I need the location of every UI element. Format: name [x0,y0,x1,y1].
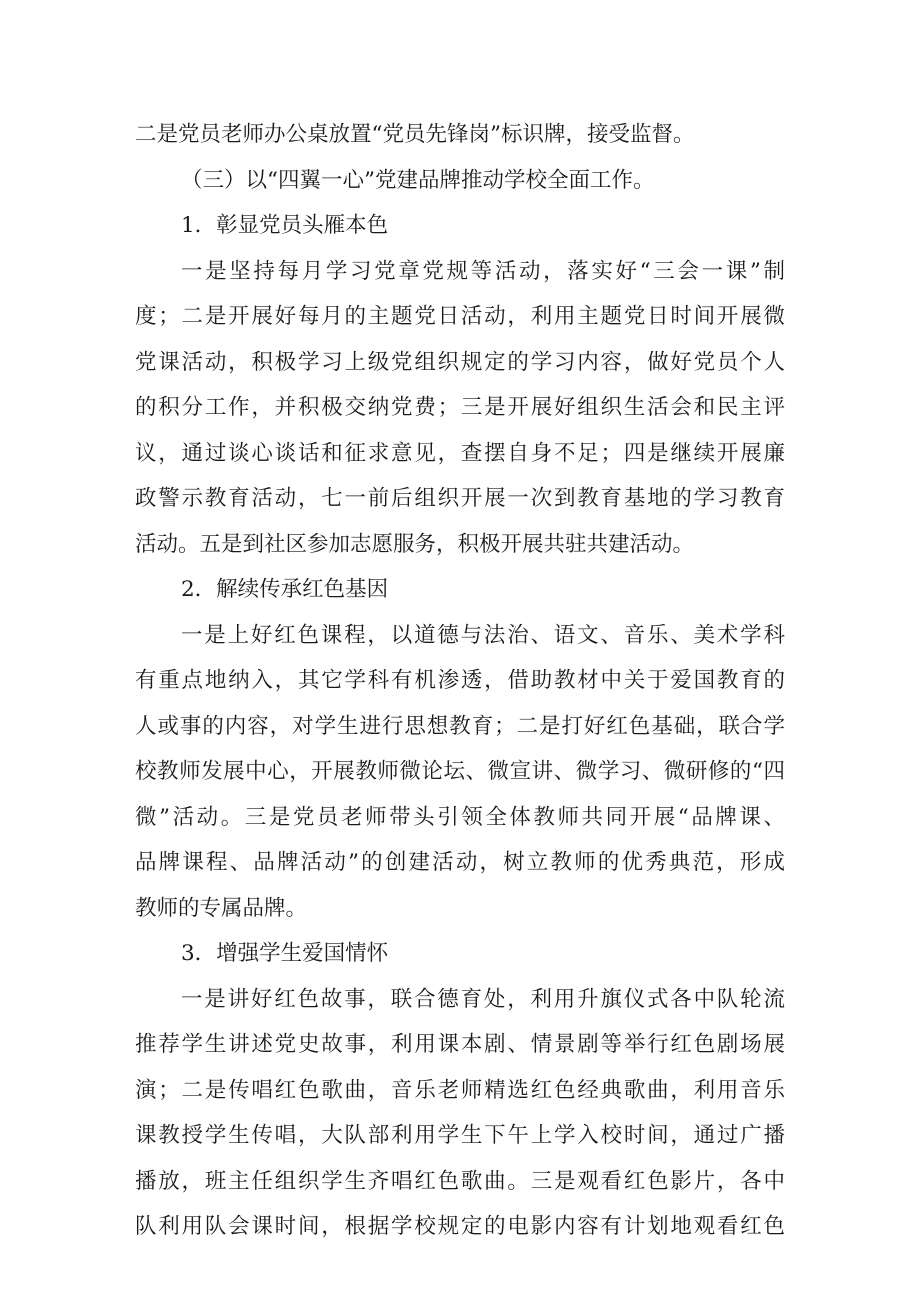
body-text-line: 微”活动。三是党员老师带头引领全体教师共同开展“品牌课、 [135,804,785,830]
body-text-line: 品牌课程、品牌活动”的创建活动，树立教师的优秀典范，形成 [135,850,785,875]
body-text-line: 活动。五是到社区参加志愿服务，积极开展共驻共建活动。 [135,531,695,557]
body-text-line: 校教师发展中心，开展教师微论坛、微宣讲、微学习、微研修的“四 [135,759,785,784]
section-heading: （三）以“四翼一心”党建品牌推动学校全面工作。 [181,167,655,193]
body-text-line: 有重点地纳入，其它学科有机渗透，借助教材中关于爱国教育的 [135,668,785,693]
sub-heading: 2．解续传承红色基因 [181,577,389,602]
body-text-line: 的积分工作，并积极交纳党费；三是开展好组织生活会和民主评 [135,395,785,420]
body-text-line: 课教授学生传唱，大队部利用学生下午上学入校时间，通过广播 [135,1123,785,1148]
body-text-line: 一是上好红色课程，以道德与法治、语文、音乐、美术学科 [181,622,785,648]
body-text-line: 队利用队会课时间，根据学校规定的电影内容有计划地观看红色 [135,1214,785,1239]
document-page [135,112,785,1250]
sub-heading: 3．增强学生爱国情怀 [181,941,389,966]
body-text-line: 度；二是开展好每月的主题党日活动，利用主题党日时间开展微 [135,304,785,329]
body-text-line: 二是党员老师办公桌放置“党员先锋岗”标识牌，接受监督。 [135,122,695,147]
body-text-line: 议，通过谈心谈话和征求意见，查摆自身不足；四是继续开展廉 [135,440,785,466]
body-text-line: 一是讲好红色故事，联合德育处，利用升旗仪式各中队轮流 [181,986,785,1012]
body-text-line: 播放，班主任组织学生齐唱红色歌曲。三是观看红色影片，各中 [135,1168,785,1194]
body-text-line: 教师的专属品牌。 [135,895,308,921]
body-text-line: 人或事的内容，对学生进行思想教育；二是打好红色基础，联合学 [135,713,785,739]
body-text-line: 政警示教育活动，七一前后组织开展一次到教育基地的学习教育 [135,486,785,511]
sub-heading: 1．彰显党员头雁本色 [181,213,389,238]
body-text-line: 推荐学生讲述党史故事，利用课本剧、情景剧等举行红色剧场展 [135,1032,785,1057]
body-text-line: 党课活动，积极学习上级党组织规定的学习内容，做好党员个人 [135,349,785,375]
body-text-line: 演；二是传唱红色歌曲，音乐老师精选红色经典歌曲，利用音乐 [135,1077,785,1103]
body-text-line: 一是坚持每月学习党章党规等活动，落实好“三会一课”制 [181,258,785,284]
